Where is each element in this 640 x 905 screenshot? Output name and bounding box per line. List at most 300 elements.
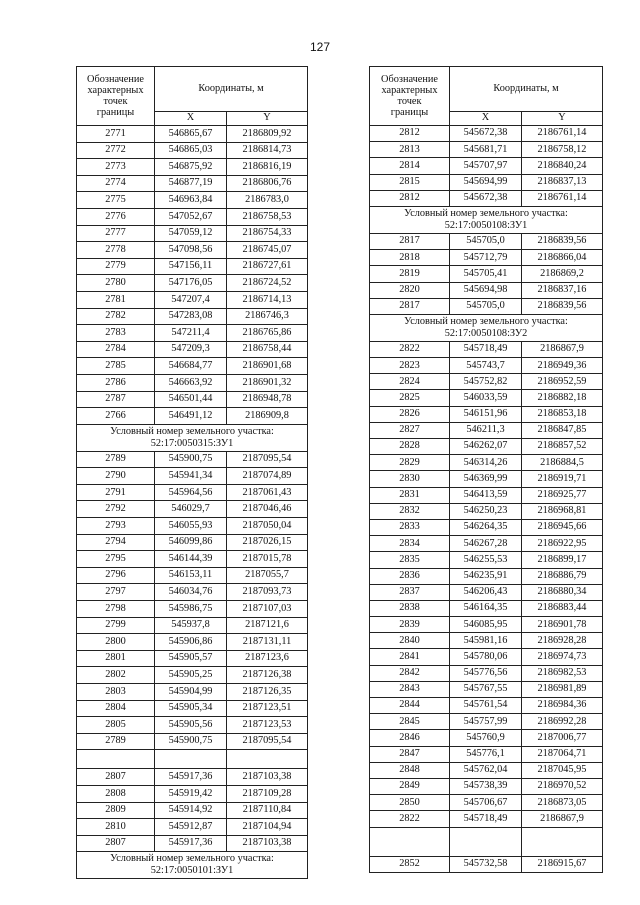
table-body-right [370,126,603,873]
point-number-cell: 2775 [77,192,155,209]
x-coordinate-cell: 545761,54 [450,698,522,714]
land-plot-number-label [77,852,308,879]
point-number-cell: 2782 [77,308,155,325]
y-coordinate-cell: 2186922,95 [522,536,603,552]
y-coordinate-cell: 2186746,3 [227,308,308,325]
x-coordinate-cell: 546164,35 [450,600,522,616]
blank-cell [155,750,227,769]
x-coordinate-cell: 546314,26 [450,455,522,471]
x-column-header: X [450,112,522,126]
point-number-cell: 2773 [77,159,155,176]
y-coordinate-cell: 2186745,07 [227,242,308,259]
table-row [77,617,308,634]
y-coordinate-cell: 2186873,05 [522,795,603,811]
table-row [77,408,308,425]
y-coordinate-cell: 2186901,78 [522,617,603,633]
table-row [77,391,308,408]
table-row [77,733,308,750]
x-coordinate-cell: 545672,38 [450,126,522,142]
point-number-cell: 2829 [370,455,450,471]
y-coordinate-cell: 2187006,77 [522,730,603,746]
x-coordinate-cell: 545941,34 [155,468,227,485]
point-number-cell: 2836 [370,568,450,584]
y-coordinate-cell: 2187123,51 [227,700,308,717]
point-number-cell: 2797 [77,584,155,601]
point-number-cell: 2820 [370,282,450,298]
x-coordinate-cell: 545705,0 [450,298,522,314]
x-coordinate-cell: 546865,03 [155,142,227,159]
point-number-cell: 2847 [370,746,450,762]
point-number-cell: 2841 [370,649,450,665]
point-number-cell: 2802 [77,667,155,684]
x-coordinate-cell: 547211,4 [155,325,227,342]
x-coordinate-cell: 545732,58 [450,856,522,872]
point-number-cell: 2838 [370,600,450,616]
y-coordinate-cell: 2187126,35 [227,684,308,701]
table-row [370,358,603,374]
y-coordinate-cell: 2186847,85 [522,422,603,438]
table-row [77,501,308,518]
x-coordinate-cell: 545986,75 [155,601,227,618]
x-coordinate-cell: 545767,55 [450,681,522,697]
point-number-cell: 2805 [77,717,155,734]
x-coordinate-cell: 547156,11 [155,258,227,275]
y-coordinate-cell: 2186809,92 [227,126,308,143]
point-number-cell: 2783 [77,325,155,342]
table-row [370,536,603,552]
y-coordinate-cell: 2187107,03 [227,601,308,618]
point-number-cell: 2812 [370,190,450,206]
y-coordinate-cell: 2186724,52 [227,275,308,292]
x-coordinate-cell: 547209,3 [155,341,227,358]
table-row [77,567,308,584]
land-plot-section-row [370,314,603,341]
x-coordinate-cell: 547059,12 [155,225,227,242]
point-number-cell: 2771 [77,126,155,143]
table-row [370,250,603,266]
point-number-cell: 2776 [77,208,155,225]
y-coordinate-cell: 2186869,2 [522,266,603,282]
blank-cell [77,750,155,769]
x-coordinate-cell: 545762,04 [450,762,522,778]
point-number-cell: 2812 [370,126,450,142]
point-number-cell: 2833 [370,519,450,535]
table-row [370,341,603,357]
y-coordinate-cell: 2187095,54 [227,451,308,468]
table-row [77,358,308,375]
y-coordinate-cell: 2186982,53 [522,665,603,681]
point-number-cell: 2801 [77,650,155,667]
x-coordinate-cell: 545900,75 [155,451,227,468]
x-coordinate-cell: 547207,4 [155,291,227,308]
table-row [77,468,308,485]
x-coordinate-cell: 547052,67 [155,208,227,225]
x-coordinate-cell: 545937,8 [155,617,227,634]
table-row [370,568,603,584]
coordinates-table-right [369,66,603,873]
table-row [370,649,603,665]
x-coordinate-cell: 545707,97 [450,158,522,174]
y-coordinate-cell: 2186758,53 [227,208,308,225]
table-row [370,552,603,568]
x-coordinate-cell: 545912,87 [155,819,227,836]
point-number-cell: 2823 [370,358,450,374]
y-coordinate-cell: 2186814,73 [227,142,308,159]
x-coordinate-cell: 545705,0 [450,233,522,249]
y-coordinate-cell: 2186839,56 [522,233,603,249]
x-coordinate-cell: 545917,36 [155,835,227,852]
land-plot-section-row [370,206,603,233]
table-row [77,551,308,568]
y-coordinate-cell: 2186909,8 [227,408,308,425]
x-coordinate-cell: 546085,95 [450,617,522,633]
cadastral-number: 52:17:0050101:ЗУ1 [150,865,234,877]
y-coordinate-cell: 2187123,53 [227,717,308,734]
coordinates-header: Координаты, м [155,67,308,112]
x-coordinate-cell: 546255,53 [450,552,522,568]
point-number-cell: 2791 [77,484,155,501]
table-row [77,291,308,308]
y-coordinate-cell: 2186899,17 [522,552,603,568]
y-coordinate-cell: 2186882,18 [522,390,603,406]
point-number-cell: 2798 [77,601,155,618]
x-coordinate-cell: 545681,71 [450,142,522,158]
y-coordinate-cell: 2186970,52 [522,778,603,794]
table-row [370,374,603,390]
y-coordinate-cell: 2187015,78 [227,551,308,568]
land-plot-number-label [370,206,603,233]
table-row [370,698,603,714]
table-row [77,192,308,209]
table-row [77,667,308,684]
table-row [77,785,308,802]
table-row [370,617,603,633]
x-coordinate-cell: 545917,36 [155,769,227,786]
y-coordinate-cell: 2186816,19 [227,159,308,176]
y-column-header: Y [522,112,603,126]
x-coordinate-cell: 546144,39 [155,551,227,568]
y-column-header: Y [227,112,308,126]
y-coordinate-cell: 2187109,28 [227,785,308,802]
table-row [370,471,603,487]
cadastral-number: 52:17:0050315:ЗУ1 [150,437,234,449]
x-coordinate-cell: 546055,93 [155,518,227,535]
point-number-cell: 2780 [77,275,155,292]
x-coordinate-cell: 546369,99 [450,471,522,487]
x-coordinate-cell: 545743,7 [450,358,522,374]
y-coordinate-cell: 2186886,79 [522,568,603,584]
x-coordinate-cell: 545905,56 [155,717,227,734]
x-coordinate-cell: 545672,38 [450,190,522,206]
x-coordinate-cell: 546684,77 [155,358,227,375]
point-number-cell: 2822 [370,341,450,357]
y-coordinate-cell: 2186857,52 [522,439,603,455]
point-number-cell: 2804 [77,700,155,717]
x-coordinate-cell: 546413,59 [450,487,522,503]
point-number-cell: 2807 [77,835,155,852]
x-coordinate-cell: 545914,92 [155,802,227,819]
point-number-cell: 2807 [77,769,155,786]
table-row [77,175,308,192]
x-coordinate-cell: 546151,96 [450,406,522,422]
table-row [77,258,308,275]
point-number-cell: 2839 [370,617,450,633]
point-number-cell: 2831 [370,487,450,503]
blank-cell [227,750,308,769]
point-number-cell: 2777 [77,225,155,242]
y-coordinate-cell: 2186761,14 [522,126,603,142]
x-coordinate-cell: 546963,84 [155,192,227,209]
table-row [370,519,603,535]
point-number-cell: 2842 [370,665,450,681]
section-caption: Условный номер земельного участка: [404,207,568,219]
table-row [370,584,603,600]
y-coordinate-cell: 2187074,89 [227,468,308,485]
x-coordinate-cell: 546875,92 [155,159,227,176]
y-coordinate-cell: 2186853,18 [522,406,603,422]
y-coordinate-cell: 2186839,56 [522,298,603,314]
table-row [77,126,308,143]
point-number-cell: 2796 [77,567,155,584]
table-row [370,762,603,778]
y-coordinate-cell: 2186867,9 [522,811,603,827]
table-row [370,600,603,616]
y-coordinate-cell: 2186945,66 [522,519,603,535]
table-row [77,584,308,601]
x-coordinate-cell: 546262,07 [450,439,522,455]
x-column-header: X [155,112,227,126]
table-row [370,746,603,762]
point-number-cell: 2795 [77,551,155,568]
table-row [370,142,603,158]
x-coordinate-cell: 546663,92 [155,374,227,391]
point-number-cell: 2803 [77,684,155,701]
x-coordinate-cell: 546250,23 [450,503,522,519]
point-number-cell: 2766 [77,408,155,425]
x-coordinate-cell: 545705,41 [450,266,522,282]
table-row [77,802,308,819]
y-coordinate-cell: 2187104,94 [227,819,308,836]
point-number-cell: 2824 [370,374,450,390]
table-row [77,341,308,358]
x-coordinate-cell: 546491,12 [155,408,227,425]
table-row [77,601,308,618]
y-coordinate-cell: 2187131,11 [227,634,308,651]
x-coordinate-cell: 546206,43 [450,584,522,600]
x-coordinate-cell: 547098,56 [155,242,227,259]
blank-cell [450,827,522,856]
table-row [77,650,308,667]
x-coordinate-cell: 545776,56 [450,665,522,681]
point-number-cell: 2786 [77,374,155,391]
y-coordinate-cell: 2186992,28 [522,714,603,730]
point-number-cell: 2789 [77,733,155,750]
blank-cell [370,827,450,856]
point-number-cell: 2790 [77,468,155,485]
table-row [370,439,603,455]
table-row [370,406,603,422]
point-number-cell: 2779 [77,258,155,275]
y-coordinate-cell: 2186758,12 [522,142,603,158]
x-coordinate-cell: 545981,16 [450,633,522,649]
y-coordinate-cell: 2186884,5 [522,455,603,471]
land-plot-section-row [77,852,308,879]
y-coordinate-cell: 2187046,46 [227,501,308,518]
x-coordinate-cell: 547283,08 [155,308,227,325]
point-number-cell: 2778 [77,242,155,259]
y-coordinate-cell: 2187126,38 [227,667,308,684]
y-coordinate-cell: 2187055,7 [227,567,308,584]
table-row [77,275,308,292]
y-coordinate-cell: 2186837,13 [522,174,603,190]
table-row [77,484,308,501]
table-row [370,158,603,174]
y-coordinate-cell: 2186806,76 [227,175,308,192]
point-number-cell: 2840 [370,633,450,649]
y-coordinate-cell: 2186919,71 [522,471,603,487]
point-number-cell: 2787 [77,391,155,408]
cadastral-number: 52:17:0050108:ЗУ1 [444,219,528,231]
table-row [77,835,308,852]
table-row [370,681,603,697]
y-coordinate-cell: 2186880,34 [522,584,603,600]
y-coordinate-cell: 2186754,33 [227,225,308,242]
table-row [370,174,603,190]
point-number-cell: 2834 [370,536,450,552]
table-row [77,769,308,786]
table-row [77,700,308,717]
x-coordinate-cell: 547176,05 [155,275,227,292]
y-coordinate-cell: 2186714,13 [227,291,308,308]
table-row [370,126,603,142]
x-coordinate-cell: 545694,98 [450,282,522,298]
point-number-cell: 2837 [370,584,450,600]
x-coordinate-cell: 546033,59 [450,390,522,406]
land-plot-section-row [77,424,308,451]
x-coordinate-cell: 545780,06 [450,649,522,665]
table-row [370,422,603,438]
y-coordinate-cell: 2186765,86 [227,325,308,342]
table-row [370,778,603,794]
land-plot-number-label [370,314,603,341]
point-number-cell: 2785 [77,358,155,375]
table-row [370,665,603,681]
table-row [77,717,308,734]
y-coordinate-cell: 2186883,44 [522,600,603,616]
table-row [77,242,308,259]
table-row [370,282,603,298]
y-coordinate-cell: 2186758,44 [227,341,308,358]
point-number-cell: 2828 [370,439,450,455]
point-number-cell: 2808 [77,785,155,802]
point-number-cell: 2817 [370,233,450,249]
y-coordinate-cell: 2186901,68 [227,358,308,375]
y-coordinate-cell: 2186984,36 [522,698,603,714]
table-row [370,298,603,314]
point-number-cell: 2815 [370,174,450,190]
x-coordinate-cell: 545905,34 [155,700,227,717]
table-row [77,684,308,701]
y-coordinate-cell: 2186901,32 [227,374,308,391]
point-number-cell: 2799 [77,617,155,634]
x-coordinate-cell: 545964,56 [155,484,227,501]
point-designation-header: Обозначение характерных точек границы [77,67,155,126]
point-number-cell: 2800 [77,634,155,651]
table-row [77,208,308,225]
x-coordinate-cell: 545905,25 [155,667,227,684]
x-coordinate-cell: 545706,67 [450,795,522,811]
x-coordinate-cell: 545694,99 [450,174,522,190]
table-row [77,225,308,242]
point-number-cell: 2774 [77,175,155,192]
land-plot-number-label [77,424,308,451]
x-coordinate-cell: 546153,11 [155,567,227,584]
x-coordinate-cell: 546501,44 [155,391,227,408]
y-coordinate-cell: 2186783,0 [227,192,308,209]
point-number-cell: 2792 [77,501,155,518]
x-coordinate-cell: 545718,49 [450,811,522,827]
blank-row [370,827,603,856]
y-coordinate-cell: 2186949,36 [522,358,603,374]
y-coordinate-cell: 2186981,89 [522,681,603,697]
page-number: 127 [309,40,331,54]
x-coordinate-cell: 545752,82 [450,374,522,390]
point-number-cell: 2846 [370,730,450,746]
table-row [370,795,603,811]
y-coordinate-cell: 2186952,59 [522,374,603,390]
blank-cell [522,827,603,856]
table-row [77,518,308,535]
section-caption: Условный номер земельного участка: [404,315,568,327]
y-coordinate-cell: 2186974,73 [522,649,603,665]
x-coordinate-cell: 546029,7 [155,501,227,518]
y-coordinate-cell: 2187050,04 [227,518,308,535]
y-coordinate-cell: 2186948,78 [227,391,308,408]
point-number-cell: 2813 [370,142,450,158]
y-coordinate-cell: 2186867,9 [522,341,603,357]
point-number-cell: 2845 [370,714,450,730]
y-coordinate-cell: 2187045,95 [522,762,603,778]
y-coordinate-cell: 2187026,15 [227,534,308,551]
x-coordinate-cell: 546099,86 [155,534,227,551]
point-number-cell: 2850 [370,795,450,811]
table-row [370,503,603,519]
cadastral-number: 52:17:0050108:ЗУ2 [444,327,528,339]
x-coordinate-cell: 545718,49 [450,341,522,357]
table-body-left [77,126,308,879]
point-number-cell: 2843 [370,681,450,697]
y-coordinate-cell: 2187121,6 [227,617,308,634]
coordinates-table-left [76,66,308,879]
point-number-cell: 2772 [77,142,155,159]
x-coordinate-cell: 546034,76 [155,584,227,601]
x-coordinate-cell: 546865,67 [155,126,227,143]
point-number-cell: 2810 [77,819,155,836]
x-coordinate-cell: 545906,86 [155,634,227,651]
point-number-cell: 2826 [370,406,450,422]
x-coordinate-cell: 545919,42 [155,785,227,802]
x-coordinate-cell: 545905,57 [155,650,227,667]
table-row [370,856,603,872]
point-number-cell: 2819 [370,266,450,282]
y-coordinate-cell: 2187103,38 [227,769,308,786]
table-row [370,390,603,406]
point-number-cell: 2793 [77,518,155,535]
y-coordinate-cell: 2186727,61 [227,258,308,275]
table-row [370,233,603,249]
y-coordinate-cell: 2186840,24 [522,158,603,174]
y-coordinate-cell: 2186915,67 [522,856,603,872]
